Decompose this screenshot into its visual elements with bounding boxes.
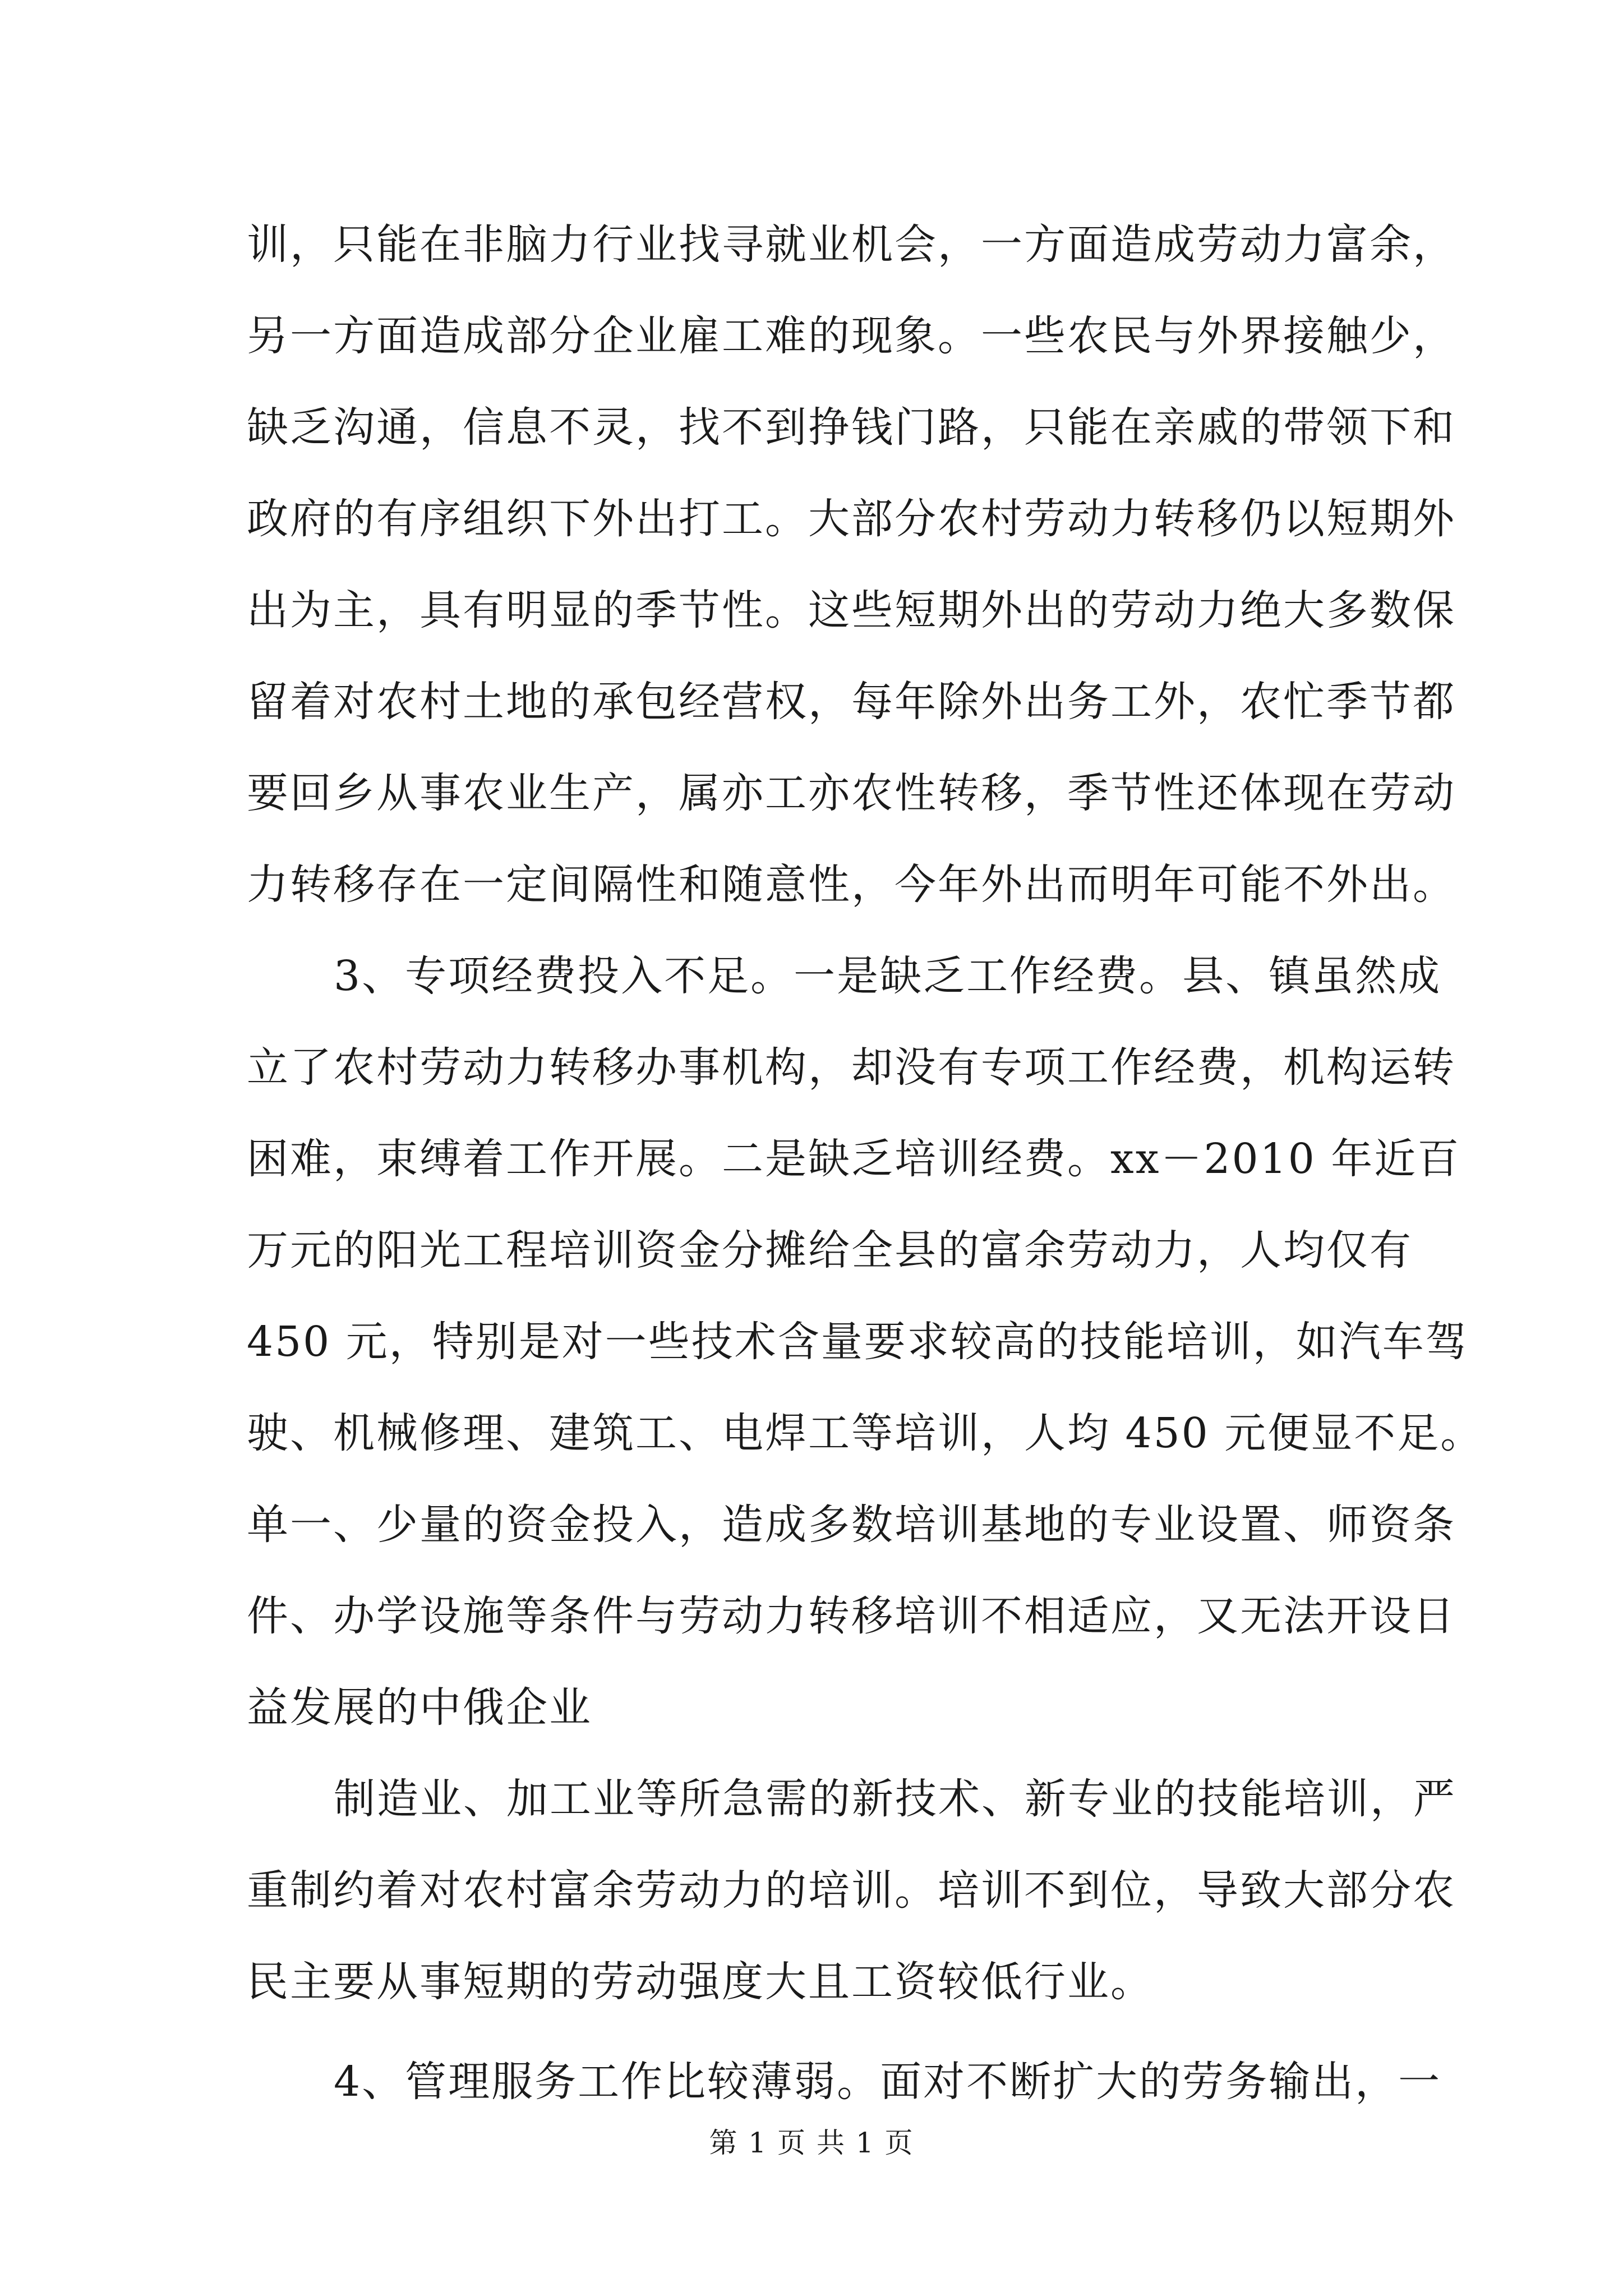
- text-line: 另一方面造成部分企业雇工难的现象。一些农民与外界接触少，: [247, 312, 1456, 360]
- text-line: 留着对农村土地的承包经营权，每年除外出务工外，农忙季节都: [247, 678, 1456, 726]
- text-line: 万元的阳光工程培训资金分摊给全县的富余劳动力，人均仅有: [247, 1226, 1413, 1274]
- text-line: 450 元，特别是对一些技术含量要求较高的技能培训，如汽车驾: [247, 1318, 1469, 1366]
- text-line: 重制约着对农村富余劳动力的培训。培训不到位，导致大部分农: [247, 1866, 1456, 1915]
- paragraph-start-line: 4、管理服务工作比较薄弱。面对不断扩大的劳务输出，一: [334, 2058, 1442, 2106]
- paragraph-start-line: 制造业、加工业等所急需的新技术、新专业的技能培训，严: [334, 1775, 1456, 1823]
- text-line: 政府的有序组织下外出打工。大部分农村劳动力转移仍以短期外: [247, 495, 1456, 543]
- paragraph-start-line: 3、专项经费投入不足。一是缺乏工作经费。县、镇虽然成: [334, 952, 1442, 1000]
- text-line: 缺乏沟通，信息不灵，找不到挣钱门路，只能在亲戚的带领下和: [247, 403, 1456, 452]
- text-line: 要回乡从事农业生产，属亦工亦农性转移，季节性还体现在劳动: [247, 769, 1456, 817]
- text-line: 件、办学设施等条件与劳动力转移培训不相适应，又无法开设日: [247, 1592, 1456, 1640]
- text-line: 训，只能在非脑力行业找寻就业机会，一方面造成劳动力富余，: [247, 220, 1456, 269]
- text-line: 立了农村劳动力转移办事机构，却没有专项工作经费，机构运转: [247, 1043, 1456, 1092]
- text-line: 益发展的中俄企业: [247, 1683, 592, 1732]
- text-line: 民主要从事短期的劳动强度大且工资较低行业。: [247, 1958, 1154, 2006]
- body-text: [247, 199, 1484, 2128]
- text-line: 困难，束缚着工作开展。二是缺乏培训经费。xx－2010 年近百: [247, 1135, 1461, 1183]
- text-line: 单一、少量的资金投入，造成多数培训基地的专业设置、师资条: [247, 1501, 1456, 1549]
- text-line: 驶、机械修理、建筑工、电焊工等培训，人均 450 元便显不足。: [247, 1409, 1484, 1457]
- page-footer: 第 1 页 共 1 页: [709, 2127, 914, 2159]
- text-line: 出为主，具有明显的季节性。这些短期外出的劳动力绝大多数保: [247, 586, 1456, 634]
- text-line: 力转移存在一定间隔性和随意性，今年外出而明年可能不外出。: [247, 861, 1456, 909]
